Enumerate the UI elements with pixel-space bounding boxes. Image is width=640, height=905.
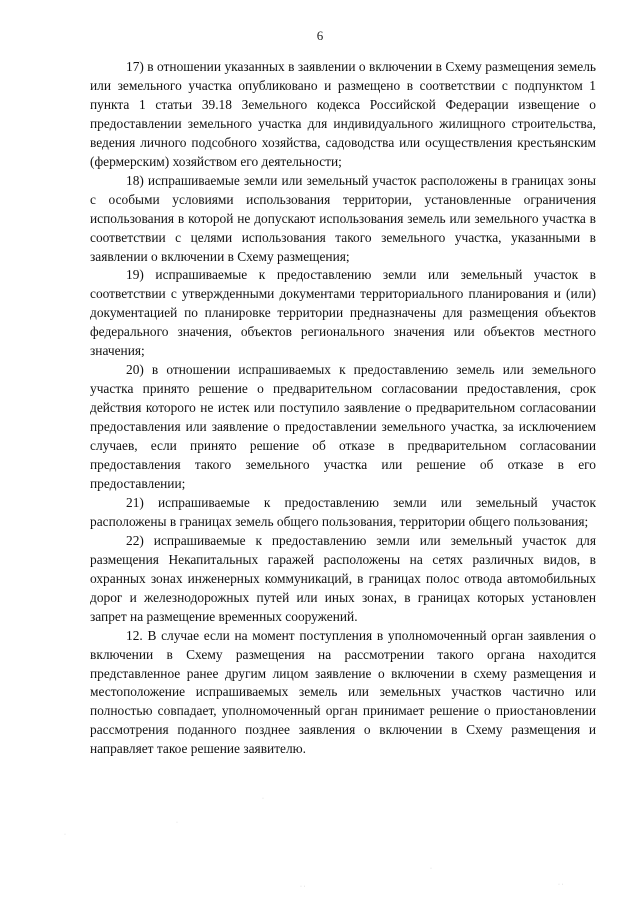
scan-speck: · · (558, 882, 564, 888)
scan-speck: · (64, 832, 66, 838)
paragraph-section-12: 12. В случае если на момент поступления в уполномоченный орган заявления о включении в Схему размещения на рассмотрении такого органа находится представленное ранее другим лицом заявление о включении в схему размещения и местоположение испрашиваемых земель или земельных участков частично или полностью совпадает, уполномоченный орган принимает решение о приостановлении рассмотрения поданного позднее заявления о включении в Схему размещения и направляет такое решение заявителю. (90, 627, 596, 757)
scan-speck: · (430, 866, 432, 872)
paragraph-item-21: 21) испрашиваемые к предоставлению земли или земельный участок расположены в границах земель общего пользования, территории общего пользования; (90, 494, 596, 529)
page-number: 6 (316, 28, 324, 43)
scan-speck: · · (300, 884, 306, 890)
paragraph-item-17: 17) в отношении указанных в заявлении о включении в Схему размещения земель или земельного участка опубликовано и размещено в соответствии с подпунктом 1 пункта 1 статьи 39.18 Земельного кодекса Российской Федерации извещение о предоставлении земельного участка для индивидуального жилищного строительства, ведения личного подсобного хозяйства, садоводства или осуществления крестьянским (фермерским) хозяйством его деятельности; (90, 59, 596, 169)
scan-speck: · (262, 796, 264, 802)
paragraph-item-20: 20) в отношении испрашиваемых к предоставлению земель или земельного участка принято решение о предварительном согласовании предоставления, срок действия которого не истек или поступило заявление о предварительном согласовании предоставления или заявление о предоставлении земельного участка, за исключением случаев, если принято решение об отказе в предварительном согласовании предоставления такого земельного участка или решение об отказе в его предоставлении; (90, 362, 596, 491)
scan-speck: · (176, 820, 178, 826)
paragraph-item-19: 19) испрашиваемые к предоставлению земли или земельный участок в соответствии с утвержденными документами территориального планирования и (или) документацией по планировке территории предназначены для размещения объектов федерального значения, объектов регионального значения или объектов местного значения; (90, 267, 596, 359)
paragraph-item-18: 18) испрашиваемые земли или земельный участок расположены в границах зоны с особыми условиями использования территории, установленные ограничения использования в которой не допускают использования земель или земельного участка в соответствии с целями использования такого земельного участка, указанными в заявлении о включении в Схему размещения; (90, 172, 596, 264)
document-body (90, 58, 596, 759)
paragraph-item-22: 22) испрашиваемые к предоставлению земли или земельный участок для размещения Некапитальных гаражей расположены на сетях различных видов, в охранных зонах инженерных коммуникаций, в границах полос отвода автомобильных дорог и железнодорожных путей или иных зонах, в границах которых установлен запрет на размещение временных сооружений. (90, 532, 596, 624)
